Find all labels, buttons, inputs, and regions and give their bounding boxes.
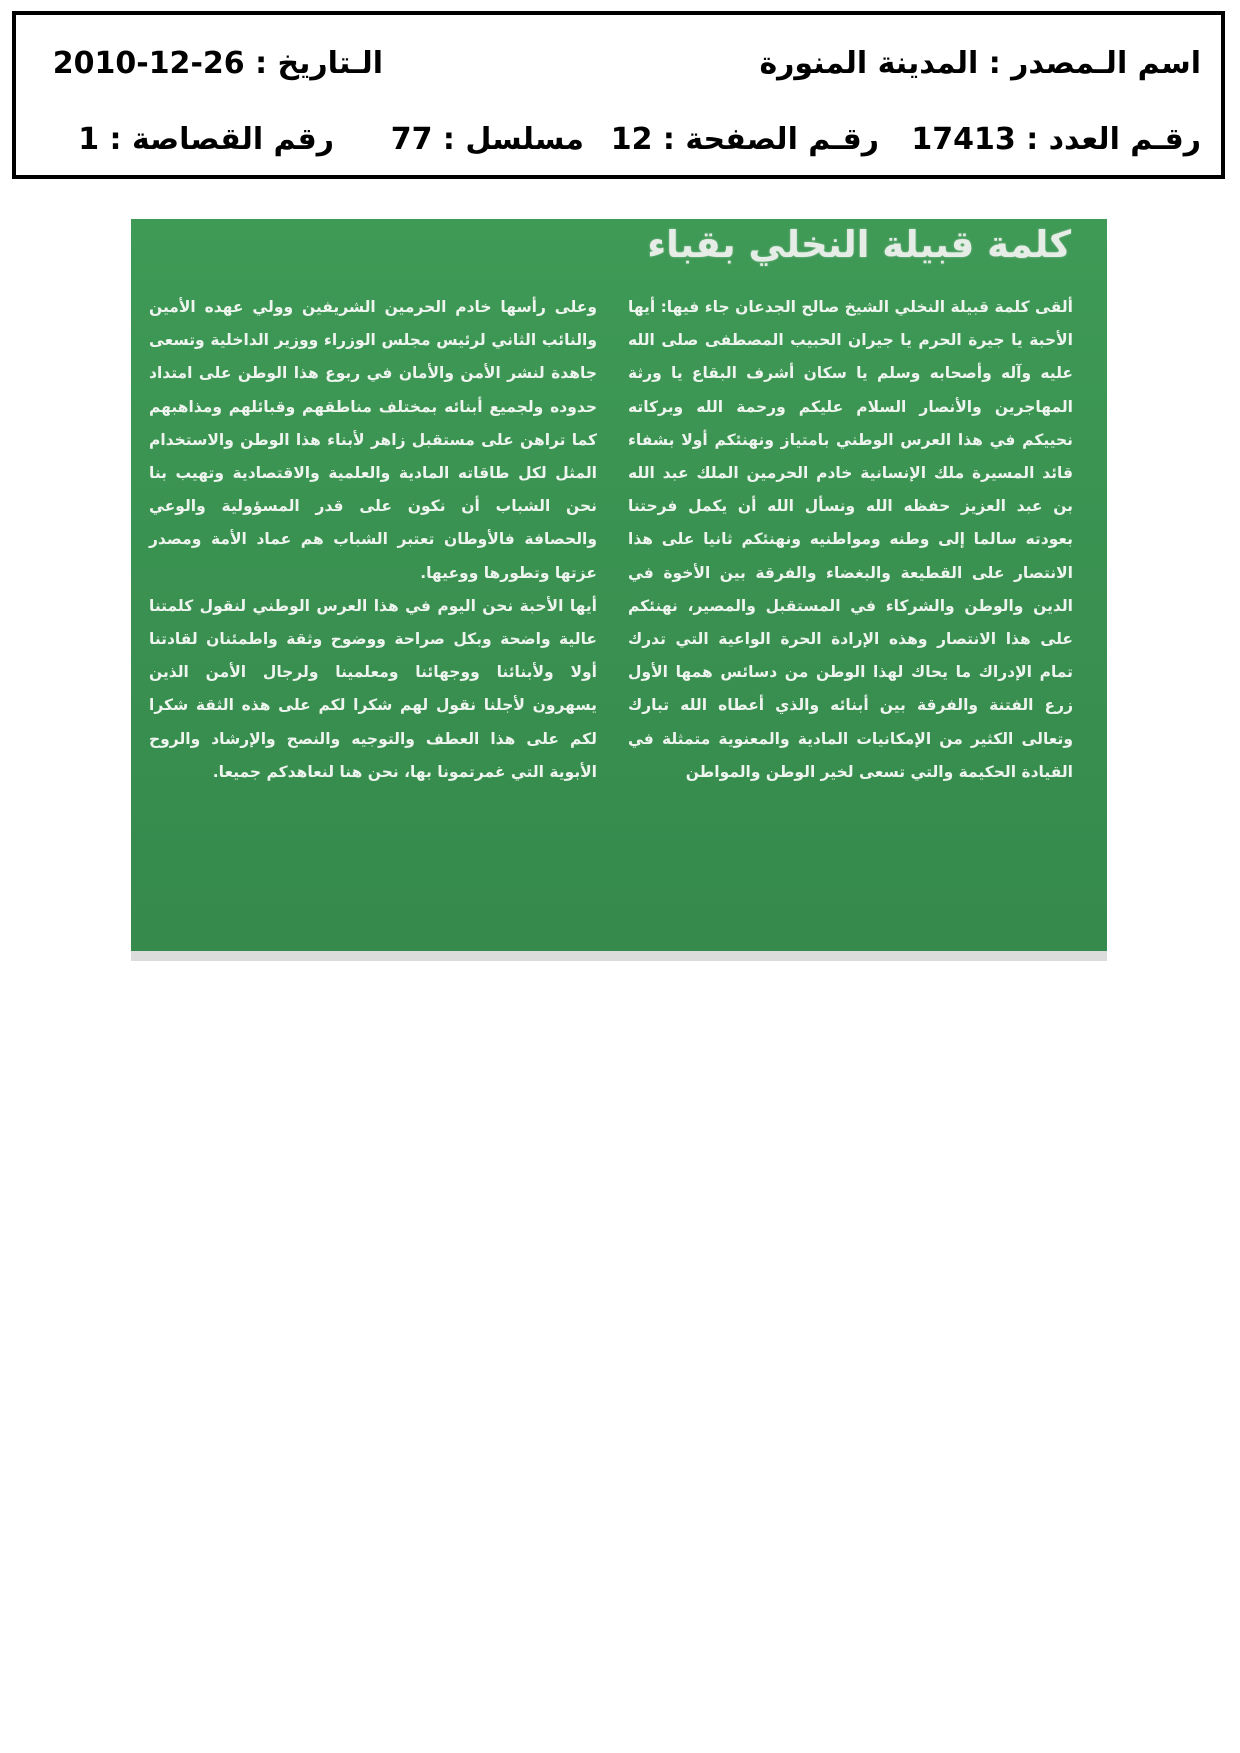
article-column-left — [149, 291, 597, 789]
serial-number: مسلسل : 77 — [390, 122, 584, 157]
newspaper-clipping — [131, 219, 1107, 961]
clip-number: رقم القصاصة : 1 — [78, 122, 334, 157]
article-title: كلمة قبيلة النخلي بقباء — [647, 223, 1071, 266]
article-paragraph: وعلى رأسها خادم الحرمين الشريفين وولي عهده الأمين والنائب الثاني لرئيس مجلس الوزراء ووزير الداخلية وتسعى جاهدة لنشر الأمن والأمان في ربوع هذا الوطن على امتداد حدوده ولجميع أبنائه بمختلف مناطقهم وقبائلهم ومذاهبهم كما تراهن على مستقبل زاهر لأبناء هذا الوطن والاستخدام المثل لكل طاقاته المادية والعلمية والاقتصادية وتهيب بنا نحن الشباب أن نكون على قدر المسؤولية والوعي والحصافة فالأوطان تعتبر الشباب هم عماد الأمة ومصدر عزتها وتطورها ووعيها. — [149, 298, 597, 582]
article-column-right — [628, 291, 1073, 789]
date: الـتاريخ : 26-12-2010 — [52, 46, 383, 81]
article-paragraph: ألقى كلمة قبيلة النخلي الشيخ صالح الجدعان جاء فيها: أيها الأحبة يا جيرة الحرم يا جيران الحبيب المصطفى صلى الله عليه وآله وأصحابه وسلم يا سكان أشرف البقاع يا ورثة المهاجرين والأنصار السلام عليكم ورحمة الله وبركاته نحييكم في هذا العرس الوطني بامتياز ونهنئكم أولا بشفاء قائد المسيرة ملك الإنسانية خادم الحرمين الملك عبد الله بن عبد العزيز حفظه الله ونسأل الله أن يكمل فرحتنا بعودته سالما إلى وطنه ومواطنيه ونهنئكم ثانيا على هذا الانتصار على القطيعة والبغضاء والفرقة بين الأخوة في الدين والوطن والشركاء في المستقبل والمصير، نهنئكم على هذا الانتصار وهذه الإرادة الحرة الواعية التي تدرك تمام الإدراك ما يحاك لهذا الوطن من دسائس همها الأول زرع الفتنة والفرقة بين أبنائه والذي أعطاه الله تبارك وتعالى الكثير من الإمكانيات المادية والمعنوية متمثلة في القيادة الحكيمة والتي تسعى لخير الوطن والمواطن — [628, 298, 1073, 781]
clipping-edge — [131, 951, 1107, 961]
source-name: اسم الـمصدر : المدينة المنورة — [759, 46, 1201, 81]
page-number: رقـم الصفحة : 12 — [610, 122, 879, 157]
issue-number: رقـم العدد : 17413 — [911, 122, 1201, 157]
header-box — [12, 11, 1225, 179]
article-paragraph: أيها الأحبة نحن اليوم في هذا العرس الوطني لنقول كلمتنا عالية واضحة وبكل صراحة ووضوح وثقة واطمئنان لقادتنا أولا ولأبنائنا ووجهائنا ومعلمينا ولرجال الأمن الذين يسهرون لأجلنا نقول لهم شكرا لكم على هذه الثقة شكرا لكم على هذا العطف والتوجيه والنصح والإرشاد والروح الأبوية التي غمرتمونا بها، نحن هنا لنعاهدكم جميعا. — [149, 596, 597, 781]
